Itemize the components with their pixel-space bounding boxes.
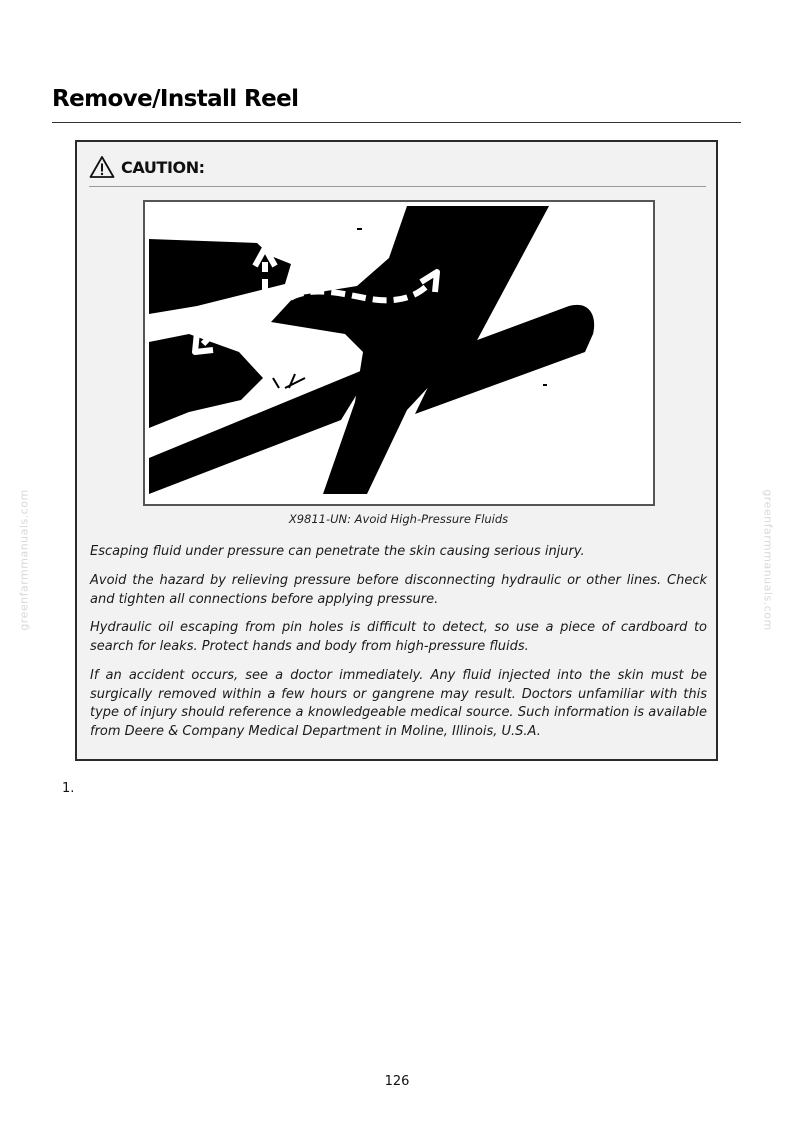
caution-label: CAUTION: [121,157,205,177]
watermark-left: greenfarmmanuals.com [17,489,31,631]
hazard-figure [143,200,655,506]
title-rule [52,122,741,123]
watermark-right: greenfarmmanuals.com [761,489,775,631]
high-pressure-fluid-illustration [145,202,653,504]
page-number: 126 [384,1074,410,1089]
caution-header [89,154,205,180]
page-title: Remove/Install Reel [52,86,299,112]
caution-divider [89,186,706,187]
figure-caption: X9811-UN: Avoid High-Pressure Fluids [288,512,509,526]
caution-paragraph-3: Hydraulic oil escaping from pin holes is difficult to detect, so use a piece of cardboard to search for leaks. Protect hands and body from high-pressure fluids. [90,620,707,654]
warning-triangle-icon [89,155,115,179]
caution-box [75,140,718,761]
caution-paragraph-1: Escaping fluid under pressure can penetrate the skin causing serious injury. [90,544,585,559]
list-item-number: 1. [62,781,75,796]
caution-paragraph-2: Avoid the hazard by relieving pressure before disconnecting hydraulic or other lines. Check and tighten all connections before applying pressure. [90,573,707,607]
caution-paragraph-4: If an accident occurs, see a doctor immediately. Any fluid injected into the skin must be surgically removed within a few hours or gangrene may result. Doctors unfamiliar with this type of injury should reference a knowledgeable medical source. Such information is available from Deere & Company Medical Department in Moline, Illinois, U.S.A. [90,668,707,739]
